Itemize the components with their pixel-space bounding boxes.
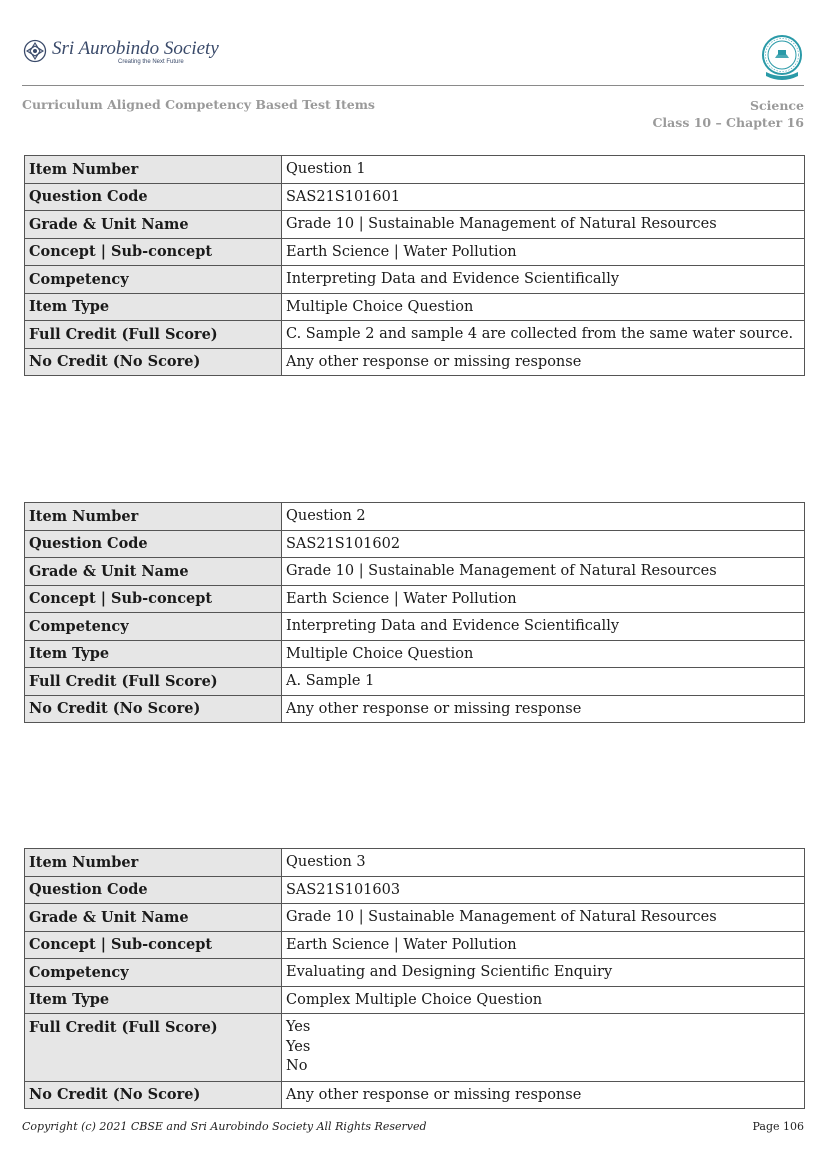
- org-tagline: Creating the Next Future: [118, 59, 184, 65]
- value-item-number: Question 1: [282, 156, 805, 184]
- subject: Science: [750, 98, 804, 113]
- label-no-credit: No Credit (No Score): [25, 695, 282, 723]
- value-no-credit: Any other response or missing response: [282, 1081, 805, 1109]
- label-competency: Competency: [25, 613, 282, 641]
- page-number: Page 106: [752, 1120, 804, 1133]
- value-competency: Interpreting Data and Evidence Scientifically: [282, 266, 805, 294]
- value-competency: Interpreting Data and Evidence Scientifically: [282, 613, 805, 641]
- subject-chapter: [652, 97, 804, 131]
- sri-aurobindo-society-logo: [22, 36, 219, 68]
- lotus-emblem-icon: [22, 38, 48, 64]
- table-row: [25, 849, 805, 877]
- label-full-credit: Full Credit (Full Score): [25, 668, 282, 696]
- label-item-number: Item Number: [25, 503, 282, 531]
- org-name: Sri Aurobindo Society: [52, 38, 219, 59]
- table-row: [25, 530, 805, 558]
- table-row: [25, 613, 805, 641]
- value-competency: Evaluating and Designing Scientific Enquiry: [282, 959, 805, 987]
- table-row: [25, 668, 805, 696]
- label-item-type: Item Type: [25, 986, 282, 1014]
- label-item-type: Item Type: [25, 640, 282, 668]
- table-row: [25, 931, 805, 959]
- value-grade-unit: Grade 10 | Sustainable Management of Natural Resources: [282, 211, 805, 239]
- label-grade-unit: Grade & Unit Name: [25, 211, 282, 239]
- value-full-credit: [282, 1014, 805, 1082]
- table-row: [25, 959, 805, 987]
- table-row: [25, 695, 805, 723]
- label-competency: Competency: [25, 266, 282, 294]
- label-grade-unit: Grade & Unit Name: [25, 558, 282, 586]
- value-item-number: Question 3: [282, 849, 805, 877]
- label-item-number: Item Number: [25, 849, 282, 877]
- value-item-number: Question 2: [282, 503, 805, 531]
- item-table-2: [24, 502, 805, 723]
- label-competency: Competency: [25, 959, 282, 987]
- label-grade-unit: Grade & Unit Name: [25, 904, 282, 932]
- label-question-code: Question Code: [25, 530, 282, 558]
- table-row: [25, 348, 805, 376]
- label-concept: Concept | Sub-concept: [25, 931, 282, 959]
- full-credit-line: Yes: [286, 1019, 311, 1035]
- table-row: [25, 238, 805, 266]
- label-question-code: Question Code: [25, 876, 282, 904]
- cbse-seal-logo: [760, 34, 804, 82]
- value-concept: Earth Science | Water Pollution: [282, 585, 805, 613]
- table-row: [25, 156, 805, 184]
- value-full-credit: C. Sample 2 and sample 4 are collected from the same water source.: [282, 321, 805, 349]
- label-no-credit: No Credit (No Score): [25, 1081, 282, 1109]
- label-concept: Concept | Sub-concept: [25, 238, 282, 266]
- value-question-code: SAS21S101603: [282, 876, 805, 904]
- table-row: [25, 211, 805, 239]
- value-question-code: SAS21S101602: [282, 530, 805, 558]
- label-item-number: Item Number: [25, 156, 282, 184]
- value-concept: Earth Science | Water Pollution: [282, 238, 805, 266]
- table-row: [25, 585, 805, 613]
- table-row: [25, 1014, 805, 1082]
- label-concept: Concept | Sub-concept: [25, 585, 282, 613]
- table-row: [25, 1081, 805, 1109]
- table-row: [25, 986, 805, 1014]
- label-full-credit: Full Credit (Full Score): [25, 1014, 282, 1082]
- full-credit-line: Yes: [286, 1038, 311, 1055]
- value-item-type: Complex Multiple Choice Question: [282, 986, 805, 1014]
- document-title: Curriculum Aligned Competency Based Test Items: [22, 97, 375, 112]
- value-grade-unit: Grade 10 | Sustainable Management of Natural Resources: [282, 558, 805, 586]
- value-concept: Earth Science | Water Pollution: [282, 931, 805, 959]
- full-credit-line: No: [286, 1058, 308, 1074]
- table-row: [25, 876, 805, 904]
- value-item-type: Multiple Choice Question: [282, 640, 805, 668]
- value-grade-unit: Grade 10 | Sustainable Management of Natural Resources: [282, 904, 805, 932]
- value-no-credit: Any other response or missing response: [282, 348, 805, 376]
- header-divider: [22, 85, 804, 86]
- value-full-credit: A. Sample 1: [282, 668, 805, 696]
- copyright-notice: Copyright (c) 2021 CBSE and Sri Aurobindo Society All Rights Reserved: [22, 1120, 427, 1133]
- item-table-1: [24, 155, 805, 376]
- table-row: [25, 904, 805, 932]
- table-row: [25, 558, 805, 586]
- class-chapter: Class 10 – Chapter 16: [652, 115, 804, 130]
- label-item-type: Item Type: [25, 293, 282, 321]
- item-table-3: [24, 848, 805, 1109]
- label-full-credit: Full Credit (Full Score): [25, 321, 282, 349]
- table-row: [25, 321, 805, 349]
- table-row: [25, 266, 805, 294]
- label-no-credit: No Credit (No Score): [25, 348, 282, 376]
- table-row: [25, 293, 805, 321]
- value-question-code: SAS21S101601: [282, 183, 805, 211]
- value-item-type: Multiple Choice Question: [282, 293, 805, 321]
- table-row: [25, 183, 805, 211]
- table-row: [25, 640, 805, 668]
- value-no-credit: Any other response or missing response: [282, 695, 805, 723]
- table-row: [25, 503, 805, 531]
- label-question-code: Question Code: [25, 183, 282, 211]
- cbse-seal-icon: [760, 34, 804, 82]
